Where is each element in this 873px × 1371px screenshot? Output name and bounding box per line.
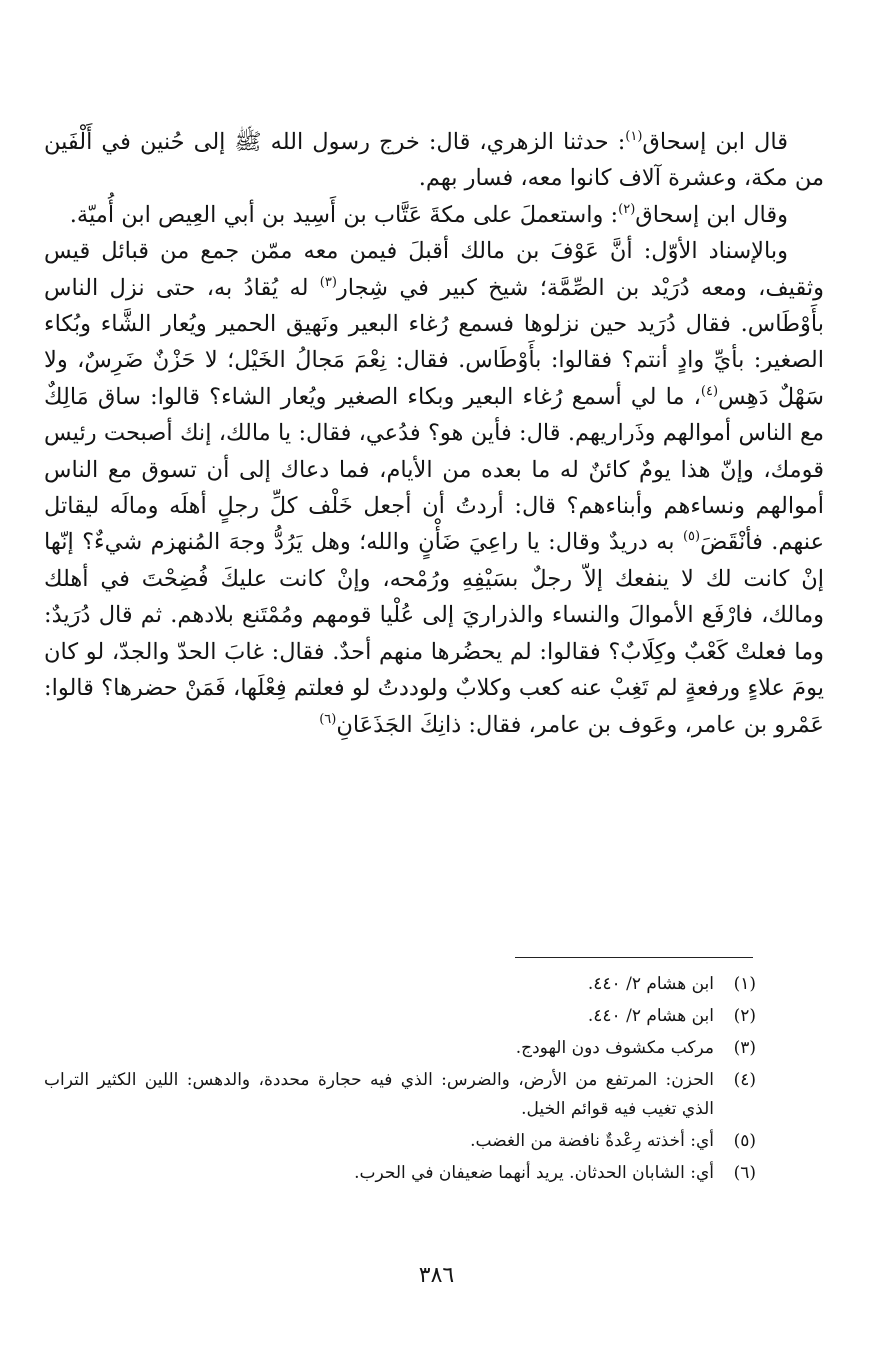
paragraph-1 (44, 124, 824, 197)
footnote-item (44, 1127, 756, 1156)
footnote-ref-5: (٥) (682, 529, 701, 545)
paragraph-3 (44, 233, 824, 743)
footnote-text: ابن هشام ٢/ ٤٤٠. (587, 974, 714, 994)
footnote-text: أي: الشابان الحدثان. يريد أنهما ضعيفان في الحرب. (354, 1163, 714, 1183)
footnote-number: (٥) (733, 1131, 756, 1151)
footnote-ref-6: (٦) (319, 711, 337, 727)
footnote-number: (٦) (733, 1163, 756, 1183)
footnote-item (44, 1066, 756, 1124)
paragraph-1-rest: : حدثنا الزهري، قال: خرج رسول الله ﷺ إلى حُنين في أَلْفَين من مكة، وعشرة آلاف كانوا معه، فسار بهم. (44, 129, 824, 192)
paragraph-3-part-b: له يُقادُ به، حتى نزل الناس بأَوْطَاس. فقال دُرَيد حين نزلوها فسمع رُغاء البعير ونَهيق الحمير ويُعار الشَّاء وبُكاء الصغير: بأيِّ وادٍ أنتم؟ فقالوا: بأَوْطَاس. فقال: نِعْمَ مَجالُ الخَيْل؛ لا حَزْنٌ ضَرِسٌ، ولا سَهْلٌ دَهِس (44, 274, 824, 410)
footnote-ref-3: (٣) (319, 274, 337, 290)
paragraph-2-text: وقال ابن إسحاق (635, 201, 788, 228)
footnote-ref-4: (٤) (700, 383, 719, 399)
footnote-number: (١) (733, 974, 756, 994)
paragraph-3-part-a: وبالإسناد الأوّل: أنَّ عَوْفَ بن مالك أقبلَ فيمن معه ممّن جمع من قبائل قيس وثقيف، ومعه دُرَيْد بن الصِّمَّة؛ شيخ كبير في شِجار (44, 238, 824, 301)
footnote-number: (٤) (733, 1070, 756, 1090)
footnote-text: ابن هشام ٢/ ٤٤٠. (587, 1006, 714, 1026)
main-text (44, 124, 824, 743)
footnote-text: مركب مكشوف دون الهودج. (515, 1038, 714, 1058)
page-number: ٣٨٦ (418, 1263, 455, 1288)
footnote-item (44, 1002, 756, 1031)
footnote-ref-2: (٢) (618, 201, 636, 217)
paragraph-1-text: قال ابن إسحاق (642, 129, 788, 155)
paragraph-3-part-c: ، ما لي أسمع رُغاء البعير وبكاء الصغير ويُعار الشاء؟ قالوا: ساق مَالِكٌ مع الناس أموالهم وذَراريهم. قال: فأين هو؟ فدُعي، فقال: يا مالك، إنك أصبحت رئيس قومك، وإنّ هذا يومٌ كائنٌ له ما بعده من الأيام، فما دعاك إلى أن تسوق مع الناس أموالهم ونساءهم وأبناءهم؟ قال: أردتُ أن أجعل خَلْف كلِّ رجلٍ أهلَه ومالَه ليقاتل عنهم. فأنْقَضَ (44, 383, 824, 556)
paragraph-3-part-d: به دريدٌ وقال: يا راعِيَ ضَأْنٍ والله؛ وهل يَرُدُّ وجهَ المُنهزم شيءٌ؟ إنّها إنْ كانت لك لا ينفعك إلاّ رجلٌ بسَيْفِهِ ورُمْحه، وإنْ كانت عليكَ فُضِحْتَ في أهلك ومالك، فارْفَع الأموالَ والنساء والذراريَ إلى عُلْيا قومهم ومُمْتَنع بلادهم. ثم قال دُرَيدٌ: وما فعلتْ كَعْبٌ وكِلَابٌ؟ فقالوا: لم يحضُرها منهم أحدٌ. فقال: غابَ الحدّ والجدّ، لو كان يومَ علاءٍ ورفعةٍ لم تَغِبْ عنه كعب وكلابٌ ولوددتُ لو فعلتم فِعْلَها، فَمَنْ حضرها؟ قالوا: عَمْرو بن عامر، وعَوف بن عامر، فقال: ذانِكَ الجَذَعَانِ (44, 529, 824, 738)
footnote-number: (٣) (733, 1038, 756, 1058)
footnote-number: (٢) (733, 1006, 756, 1026)
footnotes (44, 970, 756, 1191)
footnote-text: الحزن: المرتفع من الأرض، والضرس: الذي فيه حجارة محددة، والدهس: اللين الكثير التراب الذي تغيب فيه قوائم الخيل. (44, 1070, 714, 1119)
paragraph-2 (44, 197, 824, 233)
footnote-separator (515, 957, 753, 958)
footnote-ref-1: (١) (625, 129, 643, 144)
footnote-item (44, 1034, 756, 1063)
footnote-item (44, 1159, 756, 1188)
footnote-text: أي: أخذته رِعْدةٌ نافضة من الغضب. (470, 1131, 714, 1151)
paragraph-2-rest: : واستعملَ على مكةَ عَتَّاب بن أَسِيد بن أبي العِيص ابن أُميّة. (69, 201, 619, 228)
footnote-item (44, 970, 756, 999)
